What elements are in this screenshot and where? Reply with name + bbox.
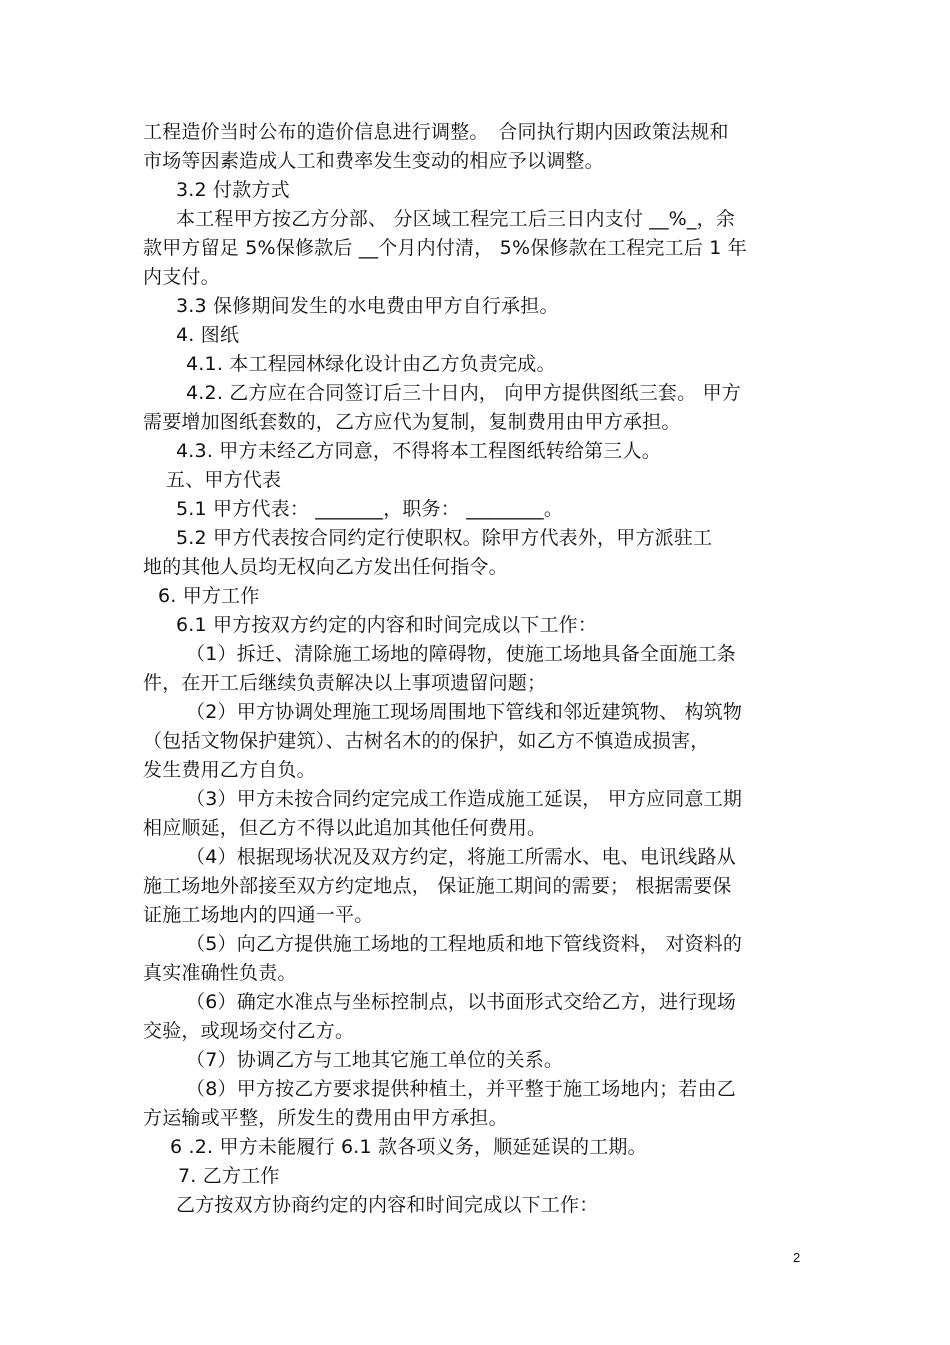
- text-line-12: 4.3. 甲方未经乙方同意，不得将本工程图纸转给第三人。: [176, 440, 661, 462]
- text-line-26: （4）根据现场状况及双方约定，将施工所需水、电、电讯线路从: [186, 846, 736, 868]
- section-heading-5: 五、甲方代表: [166, 469, 282, 491]
- text-line-21: （2）甲方协调处理施工现场周围地下管线和邻近建筑物、 构筑物: [186, 701, 743, 723]
- text-line-18: 6.1 甲方按双方约定的内容和时间完成以下工作：: [176, 614, 598, 636]
- text-line-34: （8）甲方按乙方要求提供种植土，并平整于施工场地内；若由乙: [186, 1078, 736, 1100]
- text-line-16: 地的其他人员均无权向乙方发出任何指令。: [143, 556, 508, 578]
- text-line-25: 相应顺延，但乙方不得以此追加其他任何费用。: [143, 817, 547, 839]
- text-line-35: 方运输或平整，所发生的费用由甲方承担。: [143, 1107, 508, 1129]
- text-line-9: 4.1. 本工程园林绿化设计由乙方负责完成。: [186, 353, 556, 375]
- text-line-30: 真实准确性负责。: [143, 962, 297, 984]
- text-line-19: （1）拆迁、清除施工场地的障碍物，使施工场地具备全面施工条: [186, 643, 736, 665]
- text-line-5: 款甲方留足 5%保修款后 __个月内付清， 5%保修款在工程完工后 1 年: [143, 237, 747, 259]
- text-line-6: 内支付。: [143, 266, 220, 288]
- section-heading-3-2: 3.2 付款方式: [176, 179, 290, 201]
- text-line-32: 交验，或现场交付乙方。: [143, 1020, 355, 1042]
- text-line-10: 4.2. 乙方应在合同签订后三十日内， 向甲方提供图纸三套。 甲方: [186, 382, 741, 404]
- page-number: 2: [793, 1250, 801, 1265]
- text-line-15: 5.2 甲方代表按合同约定行使职权。除甲方代表外，甲方派驻工: [176, 527, 713, 549]
- section-heading-4: 4. 图纸: [176, 324, 240, 346]
- text-line-14: 5.1 甲方代表： _______，职务： ________。: [176, 498, 564, 520]
- text-line-20: 件，在开工后继续负责解决以上事项遗留问题；: [143, 672, 547, 694]
- text-line-7: 3.3 保修期间发生的水电费由甲方自行承担。: [176, 295, 559, 317]
- section-heading-7: 7. 乙方工作: [178, 1165, 280, 1187]
- text-line-22: （包括文物保护建筑）、古树名木的的保护，如乙方不慎造成损害，: [143, 730, 710, 752]
- text-line-4: 本工程甲方按乙方分部、 分区域工程完工后三日内支付 __%_，余: [176, 208, 736, 230]
- text-line-2: 市场等因素造成人工和费率发生变动的相应予以调整。: [143, 150, 604, 172]
- text-line-24: （3）甲方未按合同约定完成工作造成施工延误， 甲方应同意工期: [186, 788, 743, 810]
- text-line-36: 6 .2. 甲方未能履行 6.1 款各项义务，顺延延误的工期。: [170, 1136, 647, 1158]
- text-line-1: 工程造价当时公布的造价信息进行调整。 合同执行期内因政策法规和: [143, 121, 729, 143]
- section-heading-6: 6. 甲方工作: [158, 585, 260, 607]
- text-line-38: 乙方按双方协商约定的内容和时间完成以下工作：: [176, 1194, 599, 1216]
- text-line-33: （7）协调乙方与工地其它施工单位的关系。: [186, 1049, 564, 1071]
- text-line-11: 需要增加图纸套数的，乙方应代为复制，复制费用由甲方承担。: [143, 411, 681, 433]
- text-line-27: 施工场地外部接至双方约定地点， 保证施工期间的需要； 根据需要保: [143, 875, 732, 897]
- text-line-28: 证施工场地内的四通一平。: [143, 904, 374, 926]
- text-line-23: 发生费用乙方自负。: [143, 759, 316, 781]
- text-line-29: （5）向乙方提供施工场地的工程地质和地下管线资料， 对资料的: [186, 933, 743, 955]
- text-line-31: （6）确定水准点与坐标控制点，以书面形式交给乙方，进行现场: [186, 991, 736, 1013]
